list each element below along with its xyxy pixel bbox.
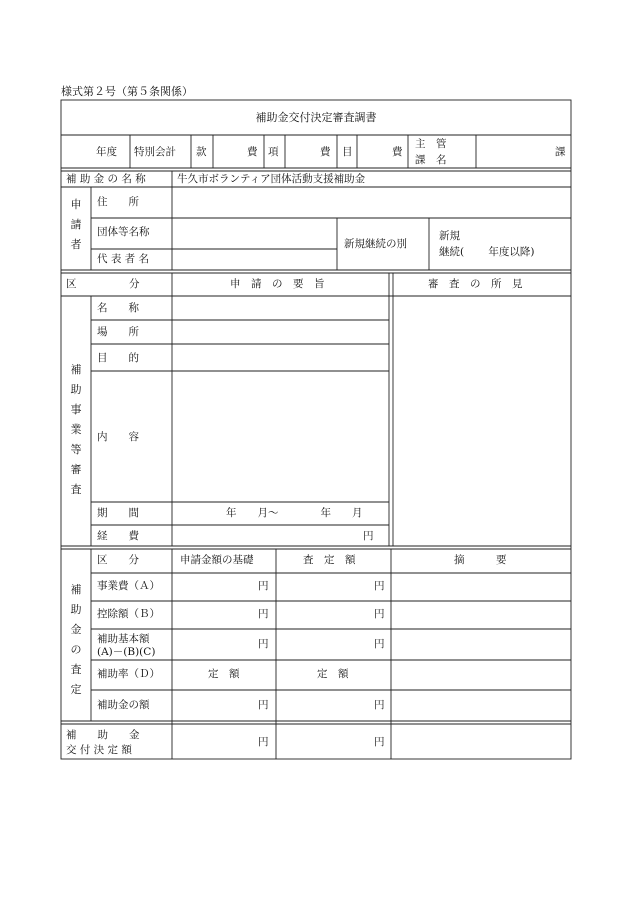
budget-hi-2: 費 bbox=[320, 146, 331, 158]
review-opinion-header: 審 査 の 所 見 bbox=[428, 278, 523, 290]
budget-ka: 課 bbox=[555, 146, 566, 158]
budget-special-account: 特別会計 bbox=[134, 146, 176, 158]
project-purpose-label: 目 的 bbox=[97, 352, 139, 364]
calc-basis-header: 申請金額の基礎 bbox=[180, 554, 254, 566]
applicant-address-label: 住 所 bbox=[97, 196, 139, 208]
calc-row-basis: 円 bbox=[258, 580, 269, 592]
budget-moku: 目 bbox=[342, 146, 353, 158]
subsidy-calc-side-label: 補助金の査定 bbox=[70, 583, 82, 696]
calc-row-basis: 円 bbox=[258, 699, 269, 711]
final-label-bottom: 交 付 決 定 額 bbox=[66, 744, 132, 756]
subsidy-name-label: 補 助 金 の 名 称 bbox=[66, 173, 146, 185]
final-assessed: 円 bbox=[374, 736, 385, 748]
calc-row-assessed: 円 bbox=[374, 699, 385, 711]
calc-row-assessed: 円 bbox=[374, 580, 385, 592]
calc-row-basis: 定 額 bbox=[208, 668, 240, 680]
calc-row-label: 補助率（Ｄ） bbox=[97, 668, 160, 680]
continue-option: 継続( 年度以降) bbox=[439, 246, 535, 258]
project-review-side-label: 補助事業等審査 bbox=[70, 363, 82, 496]
review-summary-header: 申 請 の 要 旨 bbox=[230, 278, 325, 290]
new-continue-label: 新規継続の別 bbox=[344, 238, 407, 250]
calc-row-label: 補助基本額 (A)－(B)(C) bbox=[97, 633, 156, 658]
project-period-label: 期 間 bbox=[97, 507, 139, 519]
applicant-group-name-label: 団体等名称 bbox=[97, 226, 150, 238]
calc-assessed-header: 査 定 額 bbox=[303, 554, 356, 566]
calc-row-basis: 円 bbox=[258, 608, 269, 620]
budget-hi-3: 費 bbox=[392, 146, 403, 158]
project-name-label: 名 称 bbox=[97, 302, 139, 314]
department-label-bottom: 課 名 bbox=[415, 154, 447, 166]
project-expense-label: 経 費 bbox=[97, 530, 139, 542]
calc-remarks-header: 摘 要 bbox=[454, 554, 507, 566]
final-basis: 円 bbox=[258, 736, 269, 748]
project-place-label: 場 所 bbox=[97, 326, 139, 338]
project-content-label: 内 容 bbox=[97, 431, 139, 443]
project-period-value: 年 月～ 年 月 bbox=[226, 507, 363, 519]
project-expense-yen: 円 bbox=[363, 530, 374, 542]
calc-row-label: 補助金の額 bbox=[97, 699, 150, 711]
new-option: 新規 bbox=[439, 230, 460, 242]
calc-row-assessed: 円 bbox=[374, 608, 385, 620]
calc-row-basis: 円 bbox=[258, 638, 269, 650]
form-title: 補助金交付決定審査調書 bbox=[255, 111, 377, 124]
budget-kan: 款 bbox=[196, 146, 207, 158]
budget-kou: 項 bbox=[268, 146, 279, 158]
form-number: 様式第２号（第５条関係） bbox=[61, 85, 193, 98]
calc-row-assessed: 円 bbox=[374, 638, 385, 650]
applicant-representative-label: 代 表 者 名 bbox=[97, 253, 150, 265]
calc-row-label: 事業費（Ａ） bbox=[97, 580, 160, 592]
final-label-top: 補 助 金 bbox=[66, 729, 140, 741]
budget-hi-1: 費 bbox=[247, 146, 258, 158]
department-label-top: 主 管 bbox=[415, 138, 447, 150]
subsidy-name-value: 牛久市ボランティア団体活動支援補助金 bbox=[177, 173, 366, 185]
calc-row-label: 控除額（Ｂ） bbox=[97, 608, 160, 620]
applicant-side-label: 申請者 bbox=[70, 198, 82, 251]
budget-nendo: 年度 bbox=[96, 146, 117, 158]
review-category-header: 区 分 bbox=[66, 278, 140, 290]
calc-category-header: 区 分 bbox=[97, 554, 139, 566]
calc-row-assessed: 定 額 bbox=[317, 668, 349, 680]
